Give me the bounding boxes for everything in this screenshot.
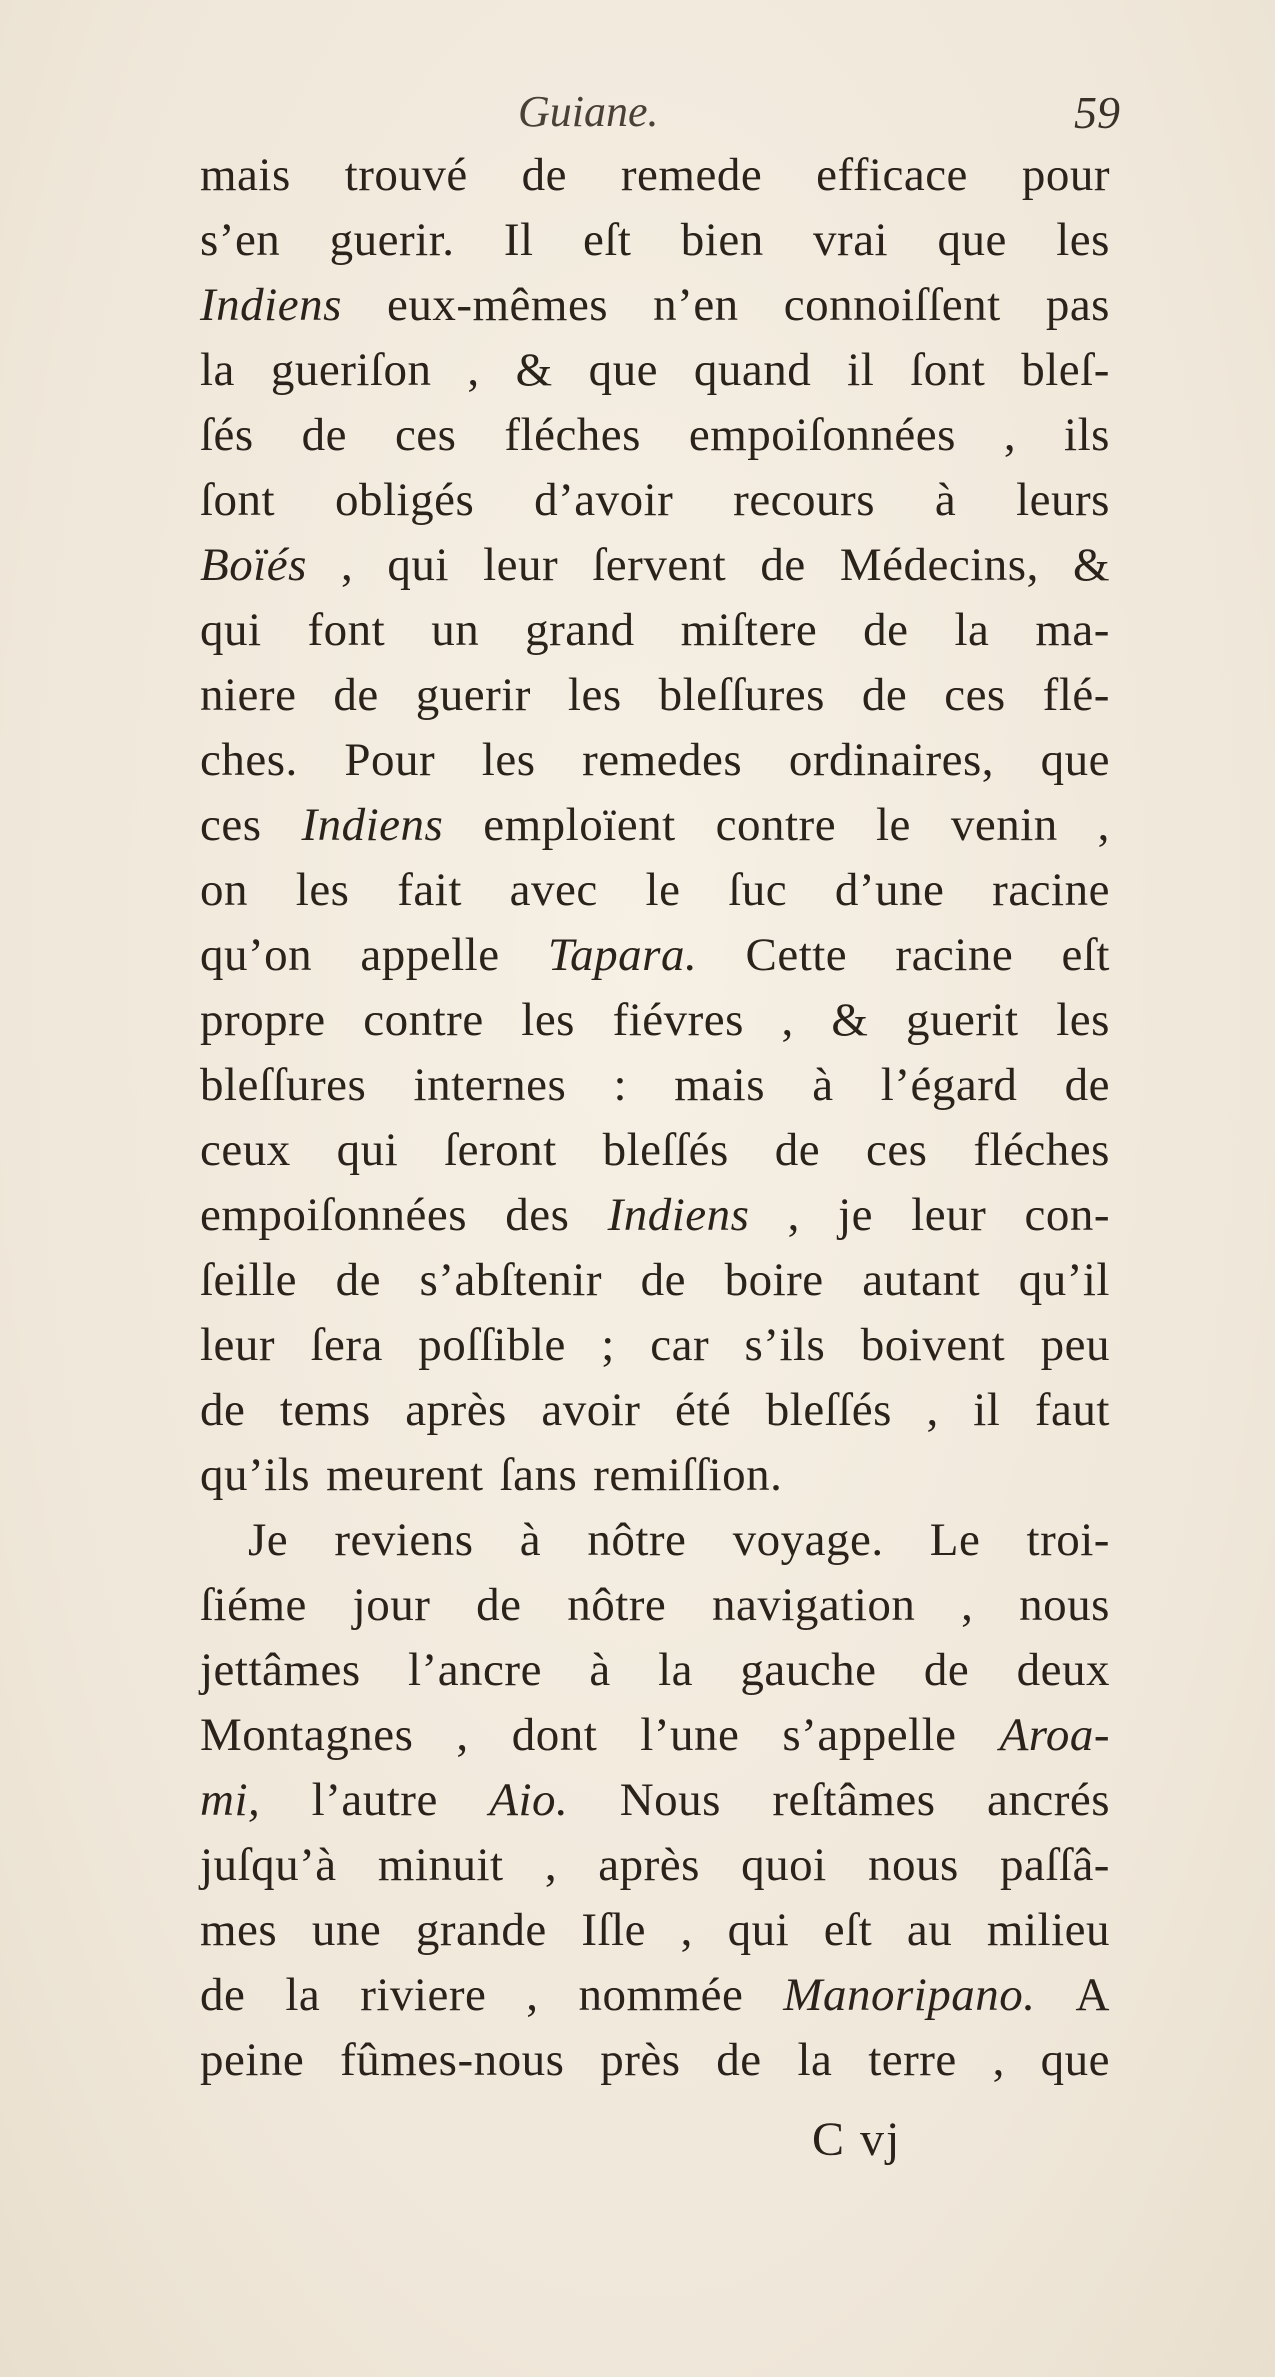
- word: ;: [601, 1319, 615, 1371]
- word: fléches: [973, 1124, 1110, 1176]
- word: Cette: [745, 929, 848, 981]
- word: avec: [509, 864, 598, 916]
- word: voyage.: [732, 1514, 884, 1566]
- word: bleſſures: [658, 669, 825, 721]
- text-line: [200, 1318, 1110, 1383]
- word: une: [311, 1904, 382, 1956]
- word: jettâmes: [200, 1644, 361, 1696]
- word: fiévres: [612, 994, 744, 1046]
- text-line: [200, 1448, 1110, 1513]
- word: contre: [715, 799, 837, 851]
- word: venin: [950, 799, 1058, 851]
- signature-mark: C vj: [812, 2113, 902, 2166]
- word: ,: [961, 1579, 974, 1631]
- word: troi-: [1026, 1514, 1110, 1566]
- word: Le: [929, 1514, 981, 1566]
- word: flé-: [1042, 669, 1110, 721]
- word: :: [613, 1059, 628, 1111]
- word: ,: [341, 539, 354, 591]
- word: pas: [1045, 279, 1110, 331]
- word: Indiens: [301, 799, 444, 851]
- word: ſiéme: [200, 1579, 307, 1631]
- word: qui: [336, 1124, 399, 1176]
- word: près: [600, 2034, 681, 2086]
- word: de: [923, 1644, 970, 1696]
- word: niere: [200, 669, 297, 721]
- word: les: [295, 864, 350, 916]
- word: racine: [992, 864, 1110, 916]
- word: ſeille: [200, 1254, 297, 1306]
- word: mes: [200, 1904, 278, 1956]
- word: font: [307, 604, 386, 656]
- word: pour: [1021, 149, 1110, 201]
- word: Montagnes: [200, 1709, 414, 1761]
- word: que: [1040, 2034, 1110, 2086]
- word: Iſle: [581, 1904, 647, 1956]
- word: ,: [787, 1189, 800, 1241]
- word: ches.: [200, 734, 298, 786]
- word: les: [481, 734, 536, 786]
- word: reſtâmes: [772, 1774, 936, 1826]
- word: bien: [680, 214, 764, 266]
- word: guerit: [905, 994, 1019, 1046]
- word: boivent: [860, 1319, 1006, 1371]
- text-line: [200, 1058, 1110, 1123]
- word: appelle: [360, 929, 500, 981]
- word: milieu: [986, 1904, 1110, 1956]
- word: après: [598, 1839, 700, 1891]
- word: eſt: [823, 1904, 873, 1956]
- word: jour: [352, 1579, 431, 1631]
- word: autant: [862, 1254, 981, 1306]
- text-line: [200, 928, 1110, 993]
- word: navigation: [712, 1579, 916, 1631]
- text-line: [200, 1643, 1110, 1708]
- word: efficace: [816, 149, 968, 201]
- word: ,: [992, 2034, 1005, 2086]
- word: bleſ-: [1021, 344, 1110, 396]
- text-line: [200, 733, 1110, 798]
- word: des: [505, 1189, 570, 1241]
- word: ces: [394, 409, 457, 461]
- word: leur: [483, 539, 559, 591]
- text-line: [200, 2033, 1110, 2098]
- word: terre: [868, 2034, 957, 2086]
- word: poſſible: [418, 1319, 566, 1371]
- word: ſont: [200, 474, 276, 526]
- text-line: [200, 408, 1110, 473]
- word: leurs: [1016, 474, 1110, 526]
- word: ancrés: [986, 1774, 1110, 1826]
- word: Indiens: [607, 1189, 750, 1241]
- word: &: [831, 994, 869, 1046]
- word: paſſâ-: [999, 1839, 1110, 1891]
- word: ,: [544, 1839, 558, 1891]
- word: empoiſonnées: [688, 409, 956, 461]
- word: Aroa-: [999, 1709, 1110, 1761]
- word: ſeront: [444, 1124, 557, 1176]
- text-line: [200, 1513, 1110, 1578]
- word: internes: [413, 1059, 567, 1111]
- word: mi,: [200, 1774, 261, 1826]
- word: la: [797, 2034, 833, 2086]
- word: bleſſures: [200, 1059, 367, 1111]
- word: de: [863, 604, 909, 656]
- word: nôtre: [587, 1514, 687, 1566]
- word: ſera: [310, 1319, 383, 1371]
- word: s’abſtenir: [419, 1254, 603, 1306]
- word: mais: [200, 149, 291, 201]
- word: eſt: [1061, 929, 1110, 981]
- text-line: [200, 538, 1110, 603]
- word: remiſſion.: [593, 1449, 783, 1501]
- word: avoir: [541, 1384, 641, 1436]
- word: ,: [467, 344, 480, 396]
- word: &: [515, 344, 553, 396]
- word: d’avoir: [534, 474, 674, 526]
- word: qu’il: [1018, 1254, 1110, 1306]
- word: à: [812, 1059, 834, 1111]
- text-line: [200, 798, 1110, 863]
- word: Boïés: [200, 539, 307, 591]
- word: car: [650, 1319, 710, 1371]
- text-line: [200, 863, 1110, 928]
- word: leur: [911, 1189, 987, 1241]
- running-head: Guiane.: [518, 87, 659, 136]
- text-line: [200, 993, 1110, 1058]
- word: de: [200, 1384, 246, 1436]
- word: peu: [1040, 1319, 1110, 1371]
- word: le: [875, 799, 911, 851]
- word: nous: [867, 1839, 959, 1891]
- word: un: [431, 604, 480, 656]
- page-number: 59: [1074, 87, 1120, 138]
- word: n’en: [653, 279, 739, 331]
- word: la: [285, 1969, 321, 2021]
- word: les: [1056, 994, 1110, 1046]
- word: de: [861, 669, 908, 721]
- text-line: [200, 1838, 1110, 1903]
- body-text: [200, 148, 1110, 2098]
- word: la: [200, 344, 235, 396]
- word: le: [645, 864, 681, 916]
- word: ſuc: [728, 864, 788, 916]
- word: nôtre: [567, 1579, 667, 1631]
- word: les: [1056, 214, 1110, 266]
- word: ces: [865, 1124, 928, 1176]
- word: qui: [727, 1904, 790, 1956]
- word: Médecins,: [839, 539, 1039, 591]
- page-header: [200, 86, 1120, 146]
- text-line: [200, 278, 1110, 343]
- word: ſés: [200, 409, 254, 461]
- word: nous: [1019, 1579, 1110, 1631]
- word: l’égard: [880, 1059, 1018, 1111]
- text-line: [200, 1773, 1110, 1838]
- word: grand: [525, 604, 635, 656]
- word: ces: [200, 799, 262, 851]
- word: la: [954, 604, 990, 656]
- word: meurent: [326, 1449, 484, 1501]
- word: qui: [387, 539, 449, 591]
- text-line: [200, 1253, 1110, 1318]
- word: de: [521, 149, 568, 201]
- word: que: [1040, 734, 1110, 786]
- word: à: [934, 474, 957, 526]
- word: on: [200, 864, 248, 916]
- word: Pour: [344, 734, 436, 786]
- word: de: [335, 1254, 381, 1306]
- word: l’une: [640, 1709, 740, 1761]
- word: ſans: [499, 1449, 578, 1501]
- word: à: [519, 1514, 542, 1566]
- text-line: [200, 1708, 1110, 1773]
- text-line: [200, 148, 1110, 213]
- word: qu’on: [200, 929, 313, 981]
- word: juſqu’à: [200, 1839, 337, 1891]
- word: de: [333, 669, 379, 721]
- word: ils: [1064, 409, 1110, 461]
- word: que: [937, 214, 1007, 266]
- word: con-: [1024, 1189, 1110, 1241]
- word: je: [838, 1189, 874, 1241]
- word: obligés: [334, 474, 475, 526]
- word: minuit: [377, 1839, 504, 1891]
- word: gauche: [740, 1644, 877, 1696]
- word: à: [589, 1644, 611, 1696]
- text-line: [200, 213, 1110, 278]
- word: de: [640, 1254, 686, 1306]
- word: remede: [620, 149, 763, 201]
- word: Tapara.: [547, 929, 698, 981]
- word: de: [301, 409, 348, 461]
- word: il: [973, 1384, 1001, 1436]
- word: ,: [1097, 799, 1110, 851]
- text-line: [200, 473, 1110, 538]
- word: dont: [511, 1709, 598, 1761]
- text-line: [200, 668, 1110, 733]
- word: Aio.: [489, 1774, 569, 1826]
- word: tems: [279, 1384, 371, 1436]
- word: grande: [415, 1904, 547, 1956]
- text-line: [200, 1188, 1110, 1253]
- word: mais: [674, 1059, 766, 1111]
- word: de: [200, 1969, 246, 2021]
- word: racine: [895, 929, 1014, 981]
- word: bleſſés: [765, 1384, 892, 1436]
- word: de: [716, 2034, 762, 2086]
- word: les: [567, 669, 622, 721]
- word: guerir: [415, 669, 531, 721]
- word: peine: [200, 2034, 305, 2086]
- word: Indiens: [200, 279, 342, 331]
- text-line: [200, 1968, 1110, 2033]
- word: ,: [926, 1384, 939, 1436]
- word: deux: [1016, 1644, 1110, 1696]
- word: l’ancre: [407, 1644, 542, 1696]
- word: remedes: [582, 734, 743, 786]
- word: boire: [724, 1254, 824, 1306]
- word: au: [906, 1904, 953, 1956]
- word: ,: [456, 1709, 469, 1761]
- word: qu’ils: [200, 1449, 311, 1501]
- word: nommée: [578, 1969, 744, 2021]
- word: Je: [248, 1514, 289, 1566]
- word: ma-: [1035, 604, 1110, 656]
- word: bleſſés: [602, 1124, 729, 1176]
- word: après: [405, 1384, 507, 1436]
- word: propre: [200, 994, 326, 1046]
- word: qui: [200, 604, 262, 656]
- word: ,: [781, 994, 794, 1046]
- word: reviens: [334, 1514, 474, 1566]
- word: recours: [733, 474, 875, 526]
- word: les: [521, 994, 575, 1046]
- word: emploïent: [483, 799, 676, 851]
- word: l’autre: [311, 1774, 438, 1826]
- word: de: [760, 539, 806, 591]
- word: ſont: [910, 344, 986, 396]
- word: ces: [944, 669, 1006, 721]
- word: que: [588, 344, 658, 396]
- word: trouvé: [344, 149, 468, 201]
- word: ,: [680, 1904, 693, 1956]
- word: fait: [397, 864, 462, 916]
- word: ceux: [200, 1124, 291, 1176]
- word: de: [1064, 1059, 1110, 1111]
- word: ſervent: [592, 539, 727, 591]
- word: ,: [1003, 409, 1017, 461]
- text-line: [200, 1383, 1110, 1448]
- word: eux-mêmes: [386, 279, 609, 331]
- word: empoiſonnées: [200, 1189, 468, 1241]
- text-line: [200, 1578, 1110, 1643]
- text-line: [200, 343, 1110, 408]
- word: Manoripano.: [783, 1969, 1036, 2021]
- word: fléches: [504, 409, 641, 461]
- word: faut: [1034, 1384, 1110, 1436]
- word: s’ils: [744, 1319, 826, 1371]
- word: il: [847, 344, 875, 396]
- text-line: [200, 1123, 1110, 1188]
- word: ordinaires,: [788, 734, 994, 786]
- text-line: [200, 1903, 1110, 1968]
- text-line: [200, 603, 1110, 668]
- word: été: [674, 1384, 732, 1436]
- word: A: [1075, 1969, 1110, 2021]
- word: quoi: [741, 1839, 827, 1891]
- word: miſtere: [680, 604, 818, 656]
- word: &: [1072, 539, 1110, 591]
- word: quand: [693, 344, 812, 396]
- word: Il: [503, 214, 534, 266]
- word: guerir.: [329, 214, 455, 266]
- word: leur: [200, 1319, 276, 1371]
- word: s’appelle: [782, 1709, 957, 1761]
- word: gueriſon: [270, 344, 432, 396]
- word: riviere: [360, 1969, 487, 2021]
- word: connoiſſent: [783, 279, 1001, 331]
- word: eſt: [582, 214, 632, 266]
- word: s’en: [200, 214, 281, 266]
- word: fûmes-nous: [340, 2034, 565, 2086]
- word: d’une: [834, 864, 945, 916]
- word: vrai: [813, 214, 889, 266]
- word: ,: [526, 1969, 539, 2021]
- word: de: [774, 1124, 821, 1176]
- word: Nous: [619, 1774, 721, 1826]
- word: la: [658, 1644, 693, 1696]
- word: contre: [363, 994, 484, 1046]
- word: de: [476, 1579, 522, 1631]
